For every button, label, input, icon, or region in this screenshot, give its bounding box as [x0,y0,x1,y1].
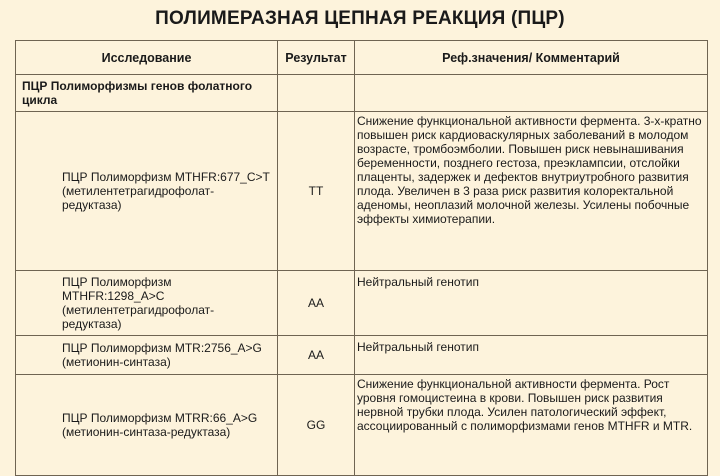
result-value: AA [278,271,355,336]
test-name: ПЦР Полиморфизм MTR:2756_A>G (метионин-синтаза) [16,336,278,375]
table-row [16,271,708,336]
test-name: ПЦР Полиморфизм MTHFR:677_C>T (метилентетрагидрофолат-редуктаза) [16,112,278,271]
table-row [16,375,708,476]
comment-text: Нейтральный генотип [355,271,708,336]
header-test: Исследование [16,41,278,75]
result-value: GG [278,375,355,476]
header-row [16,41,708,75]
comment-text: Нейтральный генотип [355,336,708,375]
header-reference: Реф.значения/ Комментарий [355,41,708,75]
group-row [16,75,708,112]
table-row [16,336,708,375]
comment-text: Снижение функциональной активности фермента. Рост уровня гомоцистеина в крови. Повышен риск развития нервной трубки плода. Усилен патологический эффект, ассоциированный с полиморфизмами генов MTHFR и MTR. [355,375,708,476]
group-reference-empty [355,75,708,112]
result-value: TT [278,112,355,271]
comment-text: Снижение функциональной активности фермента. 3-х-кратно повышен риск кардиоваскулярных заболеваний в молодом возрасте, тромбоэмболии. Повышен риск невынашивания беременности, позднего гестоза, преэклампсии, отслойки плаценты, задержек и дефектов внутриутробного развития плода. Увеличен в 3 раза риск развития колоректальной аденомы, неоплазий молочной железы. Усилены побочные эффекты химиотерапии. [355,112,708,271]
group-result-empty [278,75,355,112]
report-title: ПОЛИМЕРАЗНАЯ ЦЕПНАЯ РЕАКЦИЯ (ПЦР) [155,8,565,29]
result-value: AA [278,336,355,375]
table-row [16,112,708,271]
results-table [15,40,708,476]
group-label: ПЦР Полиморфизмы генов фолатного цикла [16,75,278,112]
test-name: ПЦР Полиморфизм MTHFR:1298_A>C (метилентетрагидрофолат-редуктаза) [16,271,278,336]
test-name: ПЦР Полиморфизм MTRR:66_A>G (метионин-синтаза-редуктаза) [16,375,278,476]
header-result: Результат [278,41,355,75]
